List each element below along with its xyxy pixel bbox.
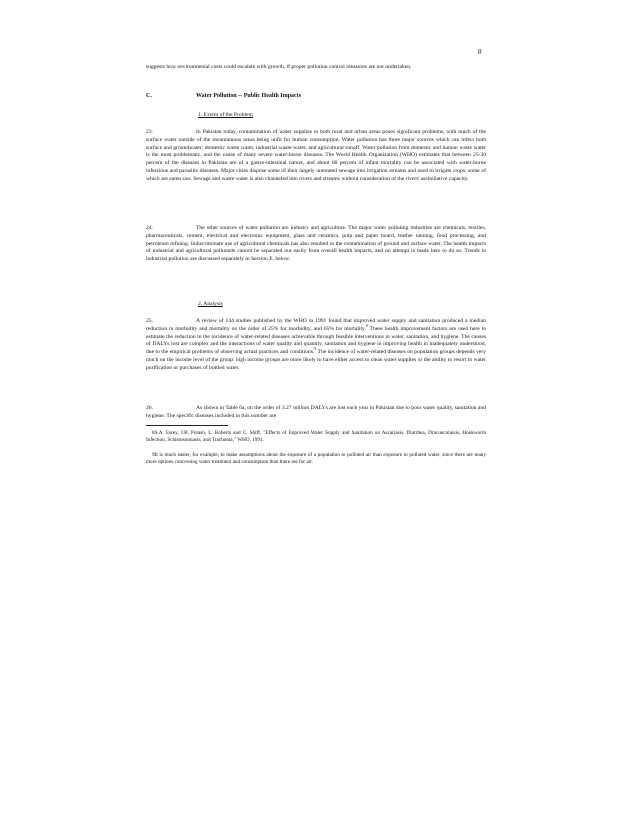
paragraph-25 bbox=[146, 318, 486, 373]
footnote-8 bbox=[146, 430, 486, 445]
paragraph-number: 25. bbox=[146, 318, 153, 324]
footnote-9 bbox=[146, 452, 486, 467]
paragraph-text: In Pakistan today, contamination of water supplies in both rural and urban areas poses significant problems, with much of the surface water outside of the mountainous areas being unfit for human consumption. Water pollution has three major sources which can infect both surface and groundwater: domestic waste water, industrial waste-water, and agricultural runoff. Water pollution from domestic and human waste water is the most problematic, and the cause of many severe water-borne diseases. The World Health Organization (WHO) estimates that between 25-30 percent of the diseases in Pakistan are of a gastro-intestinal nature, and about 60 percent of infant mortality can be associated with water-borne infectious and parasitic diseases. Major cities dispose some of their largely untreated sewage into irrigation streams and used to irrigate crops, some of which are eaten raw. Sewage and waste water is also channeled into rivers and streams without consideration of the rivers' assimilative capacity. bbox=[146, 129, 486, 182]
paragraph-text: These health improvement factors are used here to estimate the reduction in the incidence of water-related diseases achievable through feasible interventions in water, sanitation, and hygiene. The causes of DALYs lost are complex and the interactions of water quality and quantity, sanitation and hygiene in improving health in inadequately understood, due to the empirical problems of observing actual practices and conditions. bbox=[146, 325, 486, 356]
paragraph-24 bbox=[146, 225, 486, 264]
paragraph-number: 23. bbox=[146, 129, 153, 135]
paragraph-23 bbox=[146, 129, 486, 184]
section-heading bbox=[146, 93, 301, 99]
section-title: Water Pollution -- Public Health Impacts bbox=[196, 93, 302, 99]
footnote-text: 9It is much easier, for example, to make assumptions about the exposure of a population to polluted air than exposure to polluted water, since there are many more options concerning water treatment and consumption than there are for air. bbox=[146, 452, 486, 466]
paragraph-number: 24. bbox=[146, 225, 153, 231]
footnote-ref-8[interactable]: 8 bbox=[365, 323, 368, 328]
paragraph-text: A review of 144 studies published by the WHO in 1991 found that improved water supply and sanitation produced a median reduction in morbidity and mortality on the order of 25% for morbidity, and 65% for mortality. bbox=[146, 318, 486, 332]
footnote-text: 8S.A. Esrey, J.B. Potash, L. Roberts and C. Shiff, "Effects of Improved Water Supply and Sanitation on Ascariasis, Diarrhea, Dracunculaisis, Hookworm Infection, Schistosomiasis, and Trachoma," WHO, 1991. bbox=[146, 430, 486, 444]
paragraph-number: 26. bbox=[146, 405, 153, 411]
page-number: 8 bbox=[478, 48, 482, 56]
paragraph-26 bbox=[146, 405, 486, 421]
paragraph-text: The other sources of water pollution are industry and agriculture. The major water polluting industries are chemicals, textiles, pharmaceuticals, cement, electrical and electronic equipment, glass and ceramics, pulp and paper board, leather tanning, food processing, and petroleum refining. Indiscriminate use of agricultural chemicals has also resulted in the contamination of ground and surface water. The health impacts of industrial and agricultural pollutants cannot be separated out easily from overall health impacts, and no attempt is made here to do so. Trends in industrial pollution are discussed separately in Section E, below. bbox=[146, 225, 486, 263]
footnote-divider bbox=[146, 425, 228, 426]
paragraph-text: As shown in Table 6a, on the order of 3.27 million DALYs are lost each year in Pakistan due to poor water quality, sanitation and hygiene. The specific diseases included in this number are bbox=[146, 405, 486, 419]
paragraph-text: The incidence of water-related diseases on population groups depends very much on the income level of the group: high income groups are more likely to have either access to clean water supplies or the ability to resort to water purification or purchases of bottled water. bbox=[146, 349, 487, 371]
section-letter: C. bbox=[146, 93, 152, 99]
intro-paragraph: suggests how environmental costs could escalate with growth, if proper pollution control measures are not undertaken. bbox=[146, 64, 412, 70]
subsection-analysis-heading: 2. Analysis bbox=[198, 301, 223, 307]
subsection-extent-heading: 1. Extent of the Problem bbox=[198, 112, 253, 118]
footnote-ref-9[interactable]: 9 bbox=[314, 347, 317, 352]
